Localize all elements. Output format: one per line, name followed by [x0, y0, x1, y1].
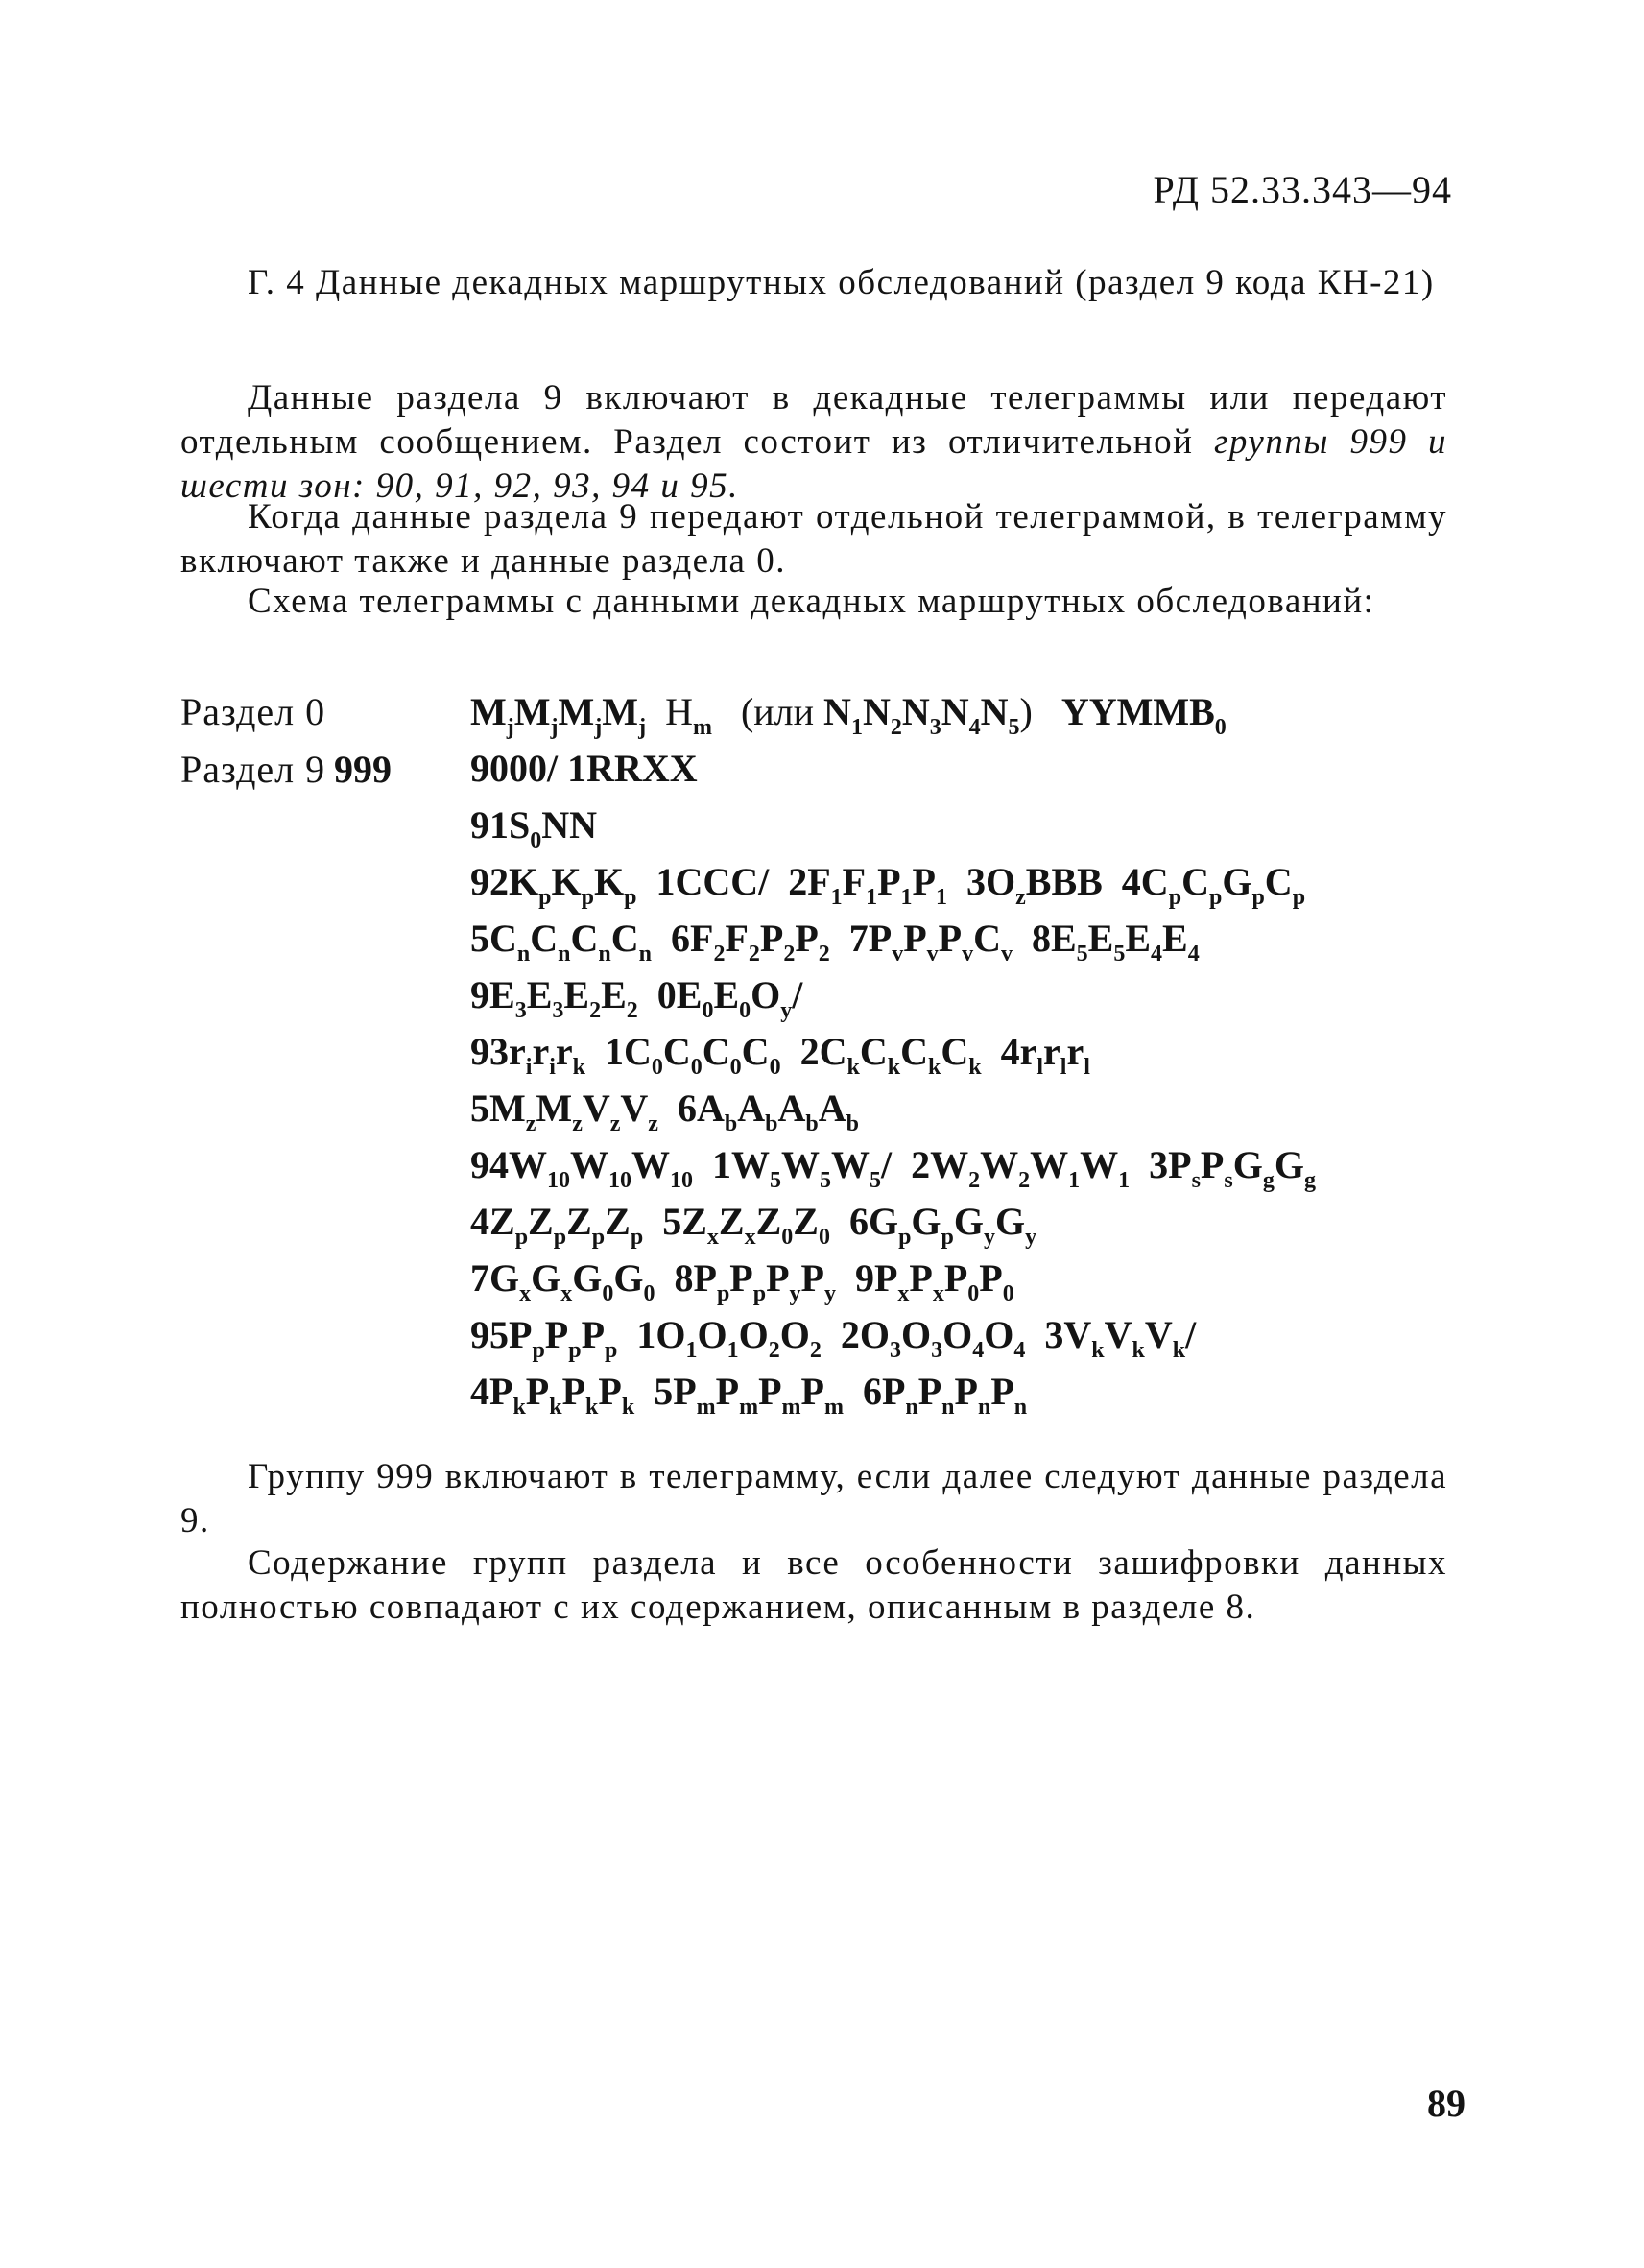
section-9-label: Раздел 9	[180, 748, 326, 791]
paragraph-4: Группу 999 включают в телеграмму, если далее следуют данные раздела 9.	[180, 1457, 1447, 1540]
code-line: $94W_{10}W_{10}W_{10}$ $1W_5W_5W_5/$ $2W_2W_2W_1W_1$ $3P_sP_sG_gG_g$	[470, 1143, 1316, 1193]
code-line: $5C_nC_nC_nC_n$ $6F_2F_2P_2P_2$ $7P_vP_vP_vC_v$ $8E_5E_5E_4E_4$	[470, 917, 1200, 967]
paragraph-1-italic-text: группы 999 и шести зон: 90, 91, 92, 93, 94 и 95.	[180, 422, 1447, 506]
section-title: Г. 4 Данные декадных маршрутных обследований (раздел 9 кода КН-21)	[248, 263, 1435, 302]
code-line: $4P_kP_kP_kP_k$ $5P_mP_mP_mP_m$ $6P_nP_nP_nP_n$	[470, 1370, 1028, 1420]
paragraph-1	[180, 376, 1447, 509]
code-line: $91S_0NN$	[470, 803, 598, 853]
code-line: $9E_3E_3E_2E_2$ $0E_0E_0O_y/$	[470, 973, 803, 1023]
section-0-code-line: $M_jM_jM_jM_j$ $H_m$ (или $N_1N_2N_3N_4N_5$) $YYMMB_0$	[470, 690, 1227, 740]
paragraph-1-text: Данные раздела 9 включают в декадные телеграммы или передают отдельным сообщением. Раздел состоит из отличительной	[180, 378, 1447, 462]
group-999-label: 999	[334, 748, 392, 791]
code-line: $7G_xG_xG_0G_0$ $8P_pP_pP_yP_y$ $9P_xP_xP_0P_0$	[470, 1256, 1014, 1306]
paragraph-3: Схема телеграммы с данными декадных маршрутных обследований:	[248, 582, 1375, 621]
telegram-scheme	[470, 683, 1507, 1420]
section-0-label: Раздел 0	[180, 690, 326, 733]
code-line: $95P_pP_pP_p$ $1O_1O_1O_2O_2$ $2O_3O_3O_4O_4$ $3V_kV_kV_k/$	[470, 1313, 1197, 1363]
code-line: $5M_zM_zV_zV_z$ $6A_bA_bA_bA_b$	[470, 1086, 859, 1136]
code-line: 9000/ 1RRXX	[470, 747, 698, 790]
code-line: $92K_pK_pK_p$ 1CCC/ $2F_1F_1P_1P_1$ $3O_zBBB$ $4C_pC_pG_pC_p$	[470, 860, 1306, 910]
code-line: $93r_ir_ir_k$ $1C_0C_0C_0C_0$ $2C_kC_kC_kC_k$ $4r_lr_lr_l$	[470, 1030, 1090, 1080]
code-line: $4Z_pZ_pZ_pZ_p$ $5Z_xZ_xZ_0Z_0$ $6G_pG_pG_yG_y$	[470, 1200, 1037, 1250]
paragraph-2: Когда данные раздела 9 передают отдельной телеграммой, в телеграмму включают также и данные раздела 0.	[180, 497, 1447, 581]
section-9-code-lines	[470, 740, 1507, 1420]
page-number: 89	[1427, 2082, 1465, 2125]
paragraph-5: Содержание групп раздела и все особенности зашифровки данных полностью совпадают с их содержанием, описанным в разделе 8.	[180, 1543, 1447, 1627]
document-code: РД 52.33.343—94	[1153, 168, 1452, 211]
